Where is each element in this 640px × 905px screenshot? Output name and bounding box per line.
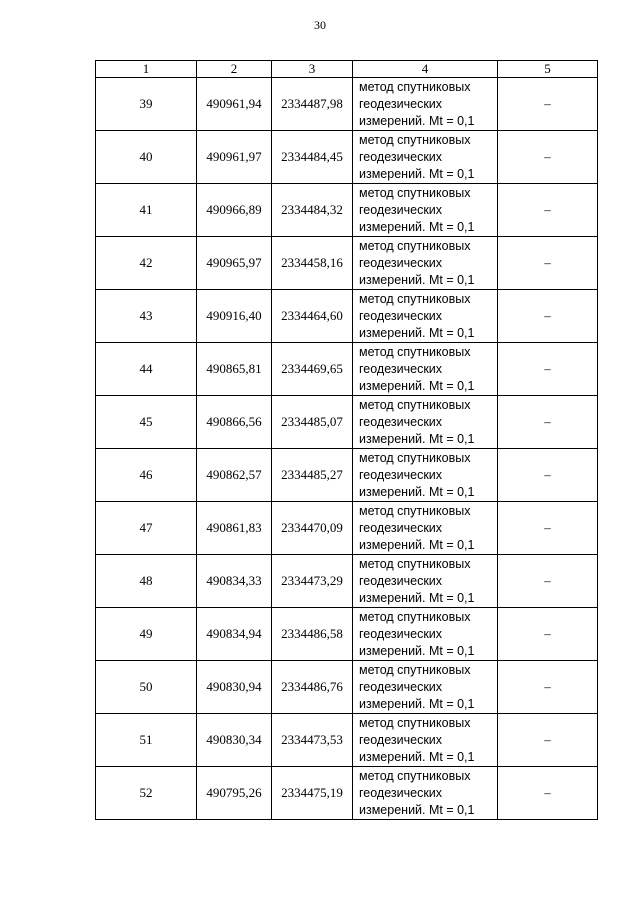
table-body xyxy=(96,78,598,820)
table-row xyxy=(96,396,598,449)
point-number-cell: 47 xyxy=(96,502,197,555)
method-line: геодезических xyxy=(359,414,443,429)
method-line: геодезических xyxy=(359,679,443,694)
note-cell: – xyxy=(498,608,598,661)
method-line: метод спутниковых xyxy=(359,132,471,147)
y-coordinate-cell: 2334469,65 xyxy=(272,343,353,396)
x-coordinate-cell: 490861,83 xyxy=(197,502,272,555)
method-line: метод спутниковых xyxy=(359,238,471,253)
table-row xyxy=(96,78,598,131)
method-line: геодезических xyxy=(359,308,443,323)
method-line: метод спутниковых xyxy=(359,715,471,730)
y-coordinate-cell: 2334473,53 xyxy=(272,714,353,767)
point-number-cell: 49 xyxy=(96,608,197,661)
header-row xyxy=(96,61,598,78)
point-number-cell: 44 xyxy=(96,343,197,396)
y-coordinate-cell: 2334485,07 xyxy=(272,396,353,449)
method-line: измерений. Mt = 0,1 xyxy=(359,272,475,287)
y-coordinate-cell: 2334487,98 xyxy=(272,78,353,131)
point-number-cell: 51 xyxy=(96,714,197,767)
table-row xyxy=(96,502,598,555)
method-cell xyxy=(353,396,498,449)
note-cell: – xyxy=(498,502,598,555)
x-coordinate-cell: 490865,81 xyxy=(197,343,272,396)
column-header: 4 xyxy=(353,61,498,78)
x-coordinate-cell: 490961,94 xyxy=(197,78,272,131)
point-number-cell: 46 xyxy=(96,449,197,502)
column-header: 5 xyxy=(498,61,598,78)
point-number-cell: 41 xyxy=(96,184,197,237)
method-line: геодезических xyxy=(359,467,443,482)
method-line: измерений. Mt = 0,1 xyxy=(359,431,475,446)
method-line: метод спутниковых xyxy=(359,450,471,465)
table-row xyxy=(96,343,598,396)
note-cell: – xyxy=(498,555,598,608)
x-coordinate-cell: 490916,40 xyxy=(197,290,272,343)
method-line: измерений. Mt = 0,1 xyxy=(359,378,475,393)
method-cell xyxy=(353,661,498,714)
point-number-cell: 39 xyxy=(96,78,197,131)
note-cell: – xyxy=(498,78,598,131)
y-coordinate-cell: 2334464,60 xyxy=(272,290,353,343)
y-coordinate-cell: 2334470,09 xyxy=(272,502,353,555)
point-number-cell: 45 xyxy=(96,396,197,449)
method-line: геодезических xyxy=(359,732,443,747)
method-line: измерений. Mt = 0,1 xyxy=(359,590,475,605)
column-header: 1 xyxy=(96,61,197,78)
method-line: метод спутниковых xyxy=(359,291,471,306)
x-coordinate-cell: 490834,33 xyxy=(197,555,272,608)
method-line: измерений. Mt = 0,1 xyxy=(359,219,475,234)
y-coordinate-cell: 2334485,27 xyxy=(272,449,353,502)
y-coordinate-cell: 2334458,16 xyxy=(272,237,353,290)
method-cell xyxy=(353,343,498,396)
column-header: 2 xyxy=(197,61,272,78)
coordinates-table xyxy=(95,60,598,820)
table-row xyxy=(96,555,598,608)
y-coordinate-cell: 2334475,19 xyxy=(272,767,353,820)
method-line: геодезических xyxy=(359,785,443,800)
method-line: геодезических xyxy=(359,255,443,270)
table-row xyxy=(96,767,598,820)
table-row xyxy=(96,714,598,767)
method-cell xyxy=(353,184,498,237)
x-coordinate-cell: 490830,34 xyxy=(197,714,272,767)
note-cell: – xyxy=(498,661,598,714)
method-line: метод спутниковых xyxy=(359,503,471,518)
method-line: геодезических xyxy=(359,149,443,164)
table-header xyxy=(96,61,598,78)
table-row xyxy=(96,237,598,290)
method-line: метод спутниковых xyxy=(359,185,471,200)
point-number-cell: 40 xyxy=(96,131,197,184)
method-line: геодезических xyxy=(359,626,443,641)
method-line: геодезических xyxy=(359,573,443,588)
note-cell: – xyxy=(498,396,598,449)
column-header: 3 xyxy=(272,61,353,78)
y-coordinate-cell: 2334486,58 xyxy=(272,608,353,661)
method-line: метод спутниковых xyxy=(359,609,471,624)
x-coordinate-cell: 490961,97 xyxy=(197,131,272,184)
x-coordinate-cell: 490834,94 xyxy=(197,608,272,661)
method-line: измерений. Mt = 0,1 xyxy=(359,325,475,340)
method-cell xyxy=(353,502,498,555)
x-coordinate-cell: 490830,94 xyxy=(197,661,272,714)
point-number-cell: 43 xyxy=(96,290,197,343)
x-coordinate-cell: 490795,26 xyxy=(197,767,272,820)
note-cell: – xyxy=(498,131,598,184)
method-line: геодезических xyxy=(359,202,443,217)
note-cell: – xyxy=(498,714,598,767)
method-line: измерений. Mt = 0,1 xyxy=(359,802,475,817)
method-line: измерений. Mt = 0,1 xyxy=(359,537,475,552)
note-cell: – xyxy=(498,343,598,396)
y-coordinate-cell: 2334484,45 xyxy=(272,131,353,184)
method-cell xyxy=(353,767,498,820)
point-number-cell: 42 xyxy=(96,237,197,290)
method-cell xyxy=(353,555,498,608)
method-line: геодезических xyxy=(359,520,443,535)
method-line: метод спутниковых xyxy=(359,79,471,94)
method-cell xyxy=(353,608,498,661)
table-row xyxy=(96,449,598,502)
method-line: метод спутниковых xyxy=(359,768,471,783)
method-cell xyxy=(353,131,498,184)
point-number-cell: 50 xyxy=(96,661,197,714)
method-line: измерений. Mt = 0,1 xyxy=(359,484,475,499)
method-cell xyxy=(353,449,498,502)
note-cell: – xyxy=(498,290,598,343)
note-cell: – xyxy=(498,184,598,237)
y-coordinate-cell: 2334473,29 xyxy=(272,555,353,608)
note-cell: – xyxy=(498,767,598,820)
table-row xyxy=(96,131,598,184)
method-line: геодезических xyxy=(359,96,443,111)
method-line: геодезических xyxy=(359,361,443,376)
x-coordinate-cell: 490965,97 xyxy=(197,237,272,290)
method-line: метод спутниковых xyxy=(359,556,471,571)
method-line: измерений. Mt = 0,1 xyxy=(359,749,475,764)
method-cell xyxy=(353,78,498,131)
method-cell xyxy=(353,290,498,343)
x-coordinate-cell: 490866,56 xyxy=(197,396,272,449)
table-row xyxy=(96,290,598,343)
table-row xyxy=(96,608,598,661)
point-number-cell: 52 xyxy=(96,767,197,820)
method-line: метод спутниковых xyxy=(359,662,471,677)
table-row xyxy=(96,661,598,714)
point-number-cell: 48 xyxy=(96,555,197,608)
y-coordinate-cell: 2334486,76 xyxy=(272,661,353,714)
note-cell: – xyxy=(498,237,598,290)
table-row xyxy=(96,184,598,237)
method-line: метод спутниковых xyxy=(359,397,471,412)
x-coordinate-cell: 490966,89 xyxy=(197,184,272,237)
method-line: измерений. Mt = 0,1 xyxy=(359,643,475,658)
page-number: 30 xyxy=(314,18,326,32)
method-line: измерений. Mt = 0,1 xyxy=(359,696,475,711)
x-coordinate-cell: 490862,57 xyxy=(197,449,272,502)
method-line: метод спутниковых xyxy=(359,344,471,359)
y-coordinate-cell: 2334484,32 xyxy=(272,184,353,237)
note-cell: – xyxy=(498,449,598,502)
method-line: измерений. Mt = 0,1 xyxy=(359,166,475,181)
method-cell xyxy=(353,237,498,290)
method-line: измерений. Mt = 0,1 xyxy=(359,113,475,128)
method-cell xyxy=(353,714,498,767)
